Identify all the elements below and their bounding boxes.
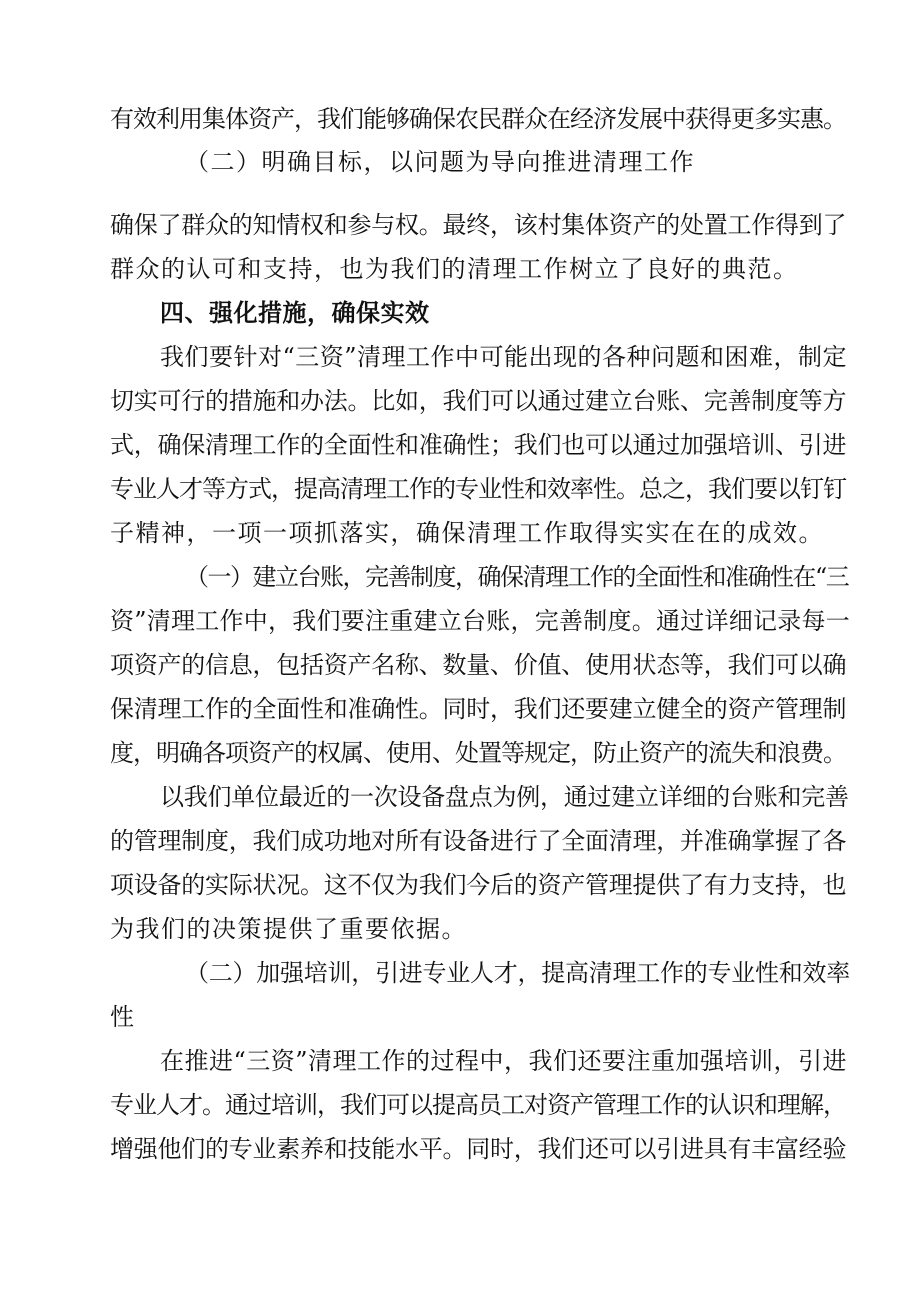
paragraph-line: 有效利用集体资产，我们能够确保农民群众在经济发展中获得更多实惠。 xyxy=(110,105,846,133)
paragraph-line: 以我们单位最近的一次设备盘点为例，通过建立详细的台账和完善 xyxy=(160,783,849,811)
paragraph-line: 项资产的信息，包括资产名称、数量、价值、使用状态等，我们可以确 xyxy=(110,651,847,679)
paragraph-line: 为我们的决策提供了重要依据。 xyxy=(110,915,467,943)
paragraph-line: 子精神，一项一项抓落实，确保清理工作取得实实在在的成效。 xyxy=(110,519,824,547)
paragraph-line: 切实可行的措施和办法。比如，我们可以通过建立台账、完善制度等方 xyxy=(110,387,847,415)
paragraph-line: 度，明确各项资产的权属、使用、处置等规定，防止资产的流失和浪费。 xyxy=(110,739,846,767)
subsection-heading: （一）建立台账，完善制度，确保清理工作的全面性和准确性在“三 xyxy=(185,563,849,591)
paragraph-line: 我们要针对“三资”清理工作中可能出现的各种问题和困难，制定 xyxy=(160,343,848,371)
paragraph-line: 式，确保清理工作的全面性和准确性；我们也可以通过加强培训、引进 xyxy=(110,431,847,459)
paragraph-line: 保清理工作的全面性和准确性。同时，我们还要建立健全的资产管理制 xyxy=(110,695,847,723)
paragraph-line: 确保了群众的知情权和参与权。最终，该村集体资产的处置工作得到了 xyxy=(110,211,847,239)
subsection-heading: （二）明确目标，以问题为导向推进清理工作 xyxy=(185,148,695,176)
subsection-heading-continued: 性 xyxy=(110,1003,136,1031)
paragraph-line: 群众的认可和支持，也为我们的清理工作树立了良好的典范。 xyxy=(110,255,799,283)
paragraph-line: 的管理制度，我们成功地对所有设备进行了全面清理，并准确掌握了各 xyxy=(110,827,847,855)
paragraph-line: 专业人才等方式，提高清理工作的专业性和效率性。总之，我们要以钉钉 xyxy=(110,475,846,503)
subsection-heading: （二）加强培训，引进专业人才，提高清理工作的专业性和效率 xyxy=(185,959,850,987)
section-heading: 四、强化措施，确保实效 xyxy=(160,299,430,327)
paragraph-line: 项设备的实际状况。这不仅为我们今后的资产管理提供了有力支持，也 xyxy=(110,871,847,899)
paragraph-line: 增强他们的专业素养和技能水平。同时，我们还可以引进具有丰富经验 xyxy=(110,1135,847,1163)
paragraph-line: 资”清理工作中，我们要注重建立台账，完善制度。通过详细记录每一 xyxy=(110,607,851,635)
paragraph-line: 专业人才。通过培训，我们可以提高员工对资产管理工作的认识和理解， xyxy=(110,1091,846,1119)
paragraph-line: 在推进“三资”清理工作的过程中，我们还要注重加强培训，引进 xyxy=(160,1047,848,1075)
